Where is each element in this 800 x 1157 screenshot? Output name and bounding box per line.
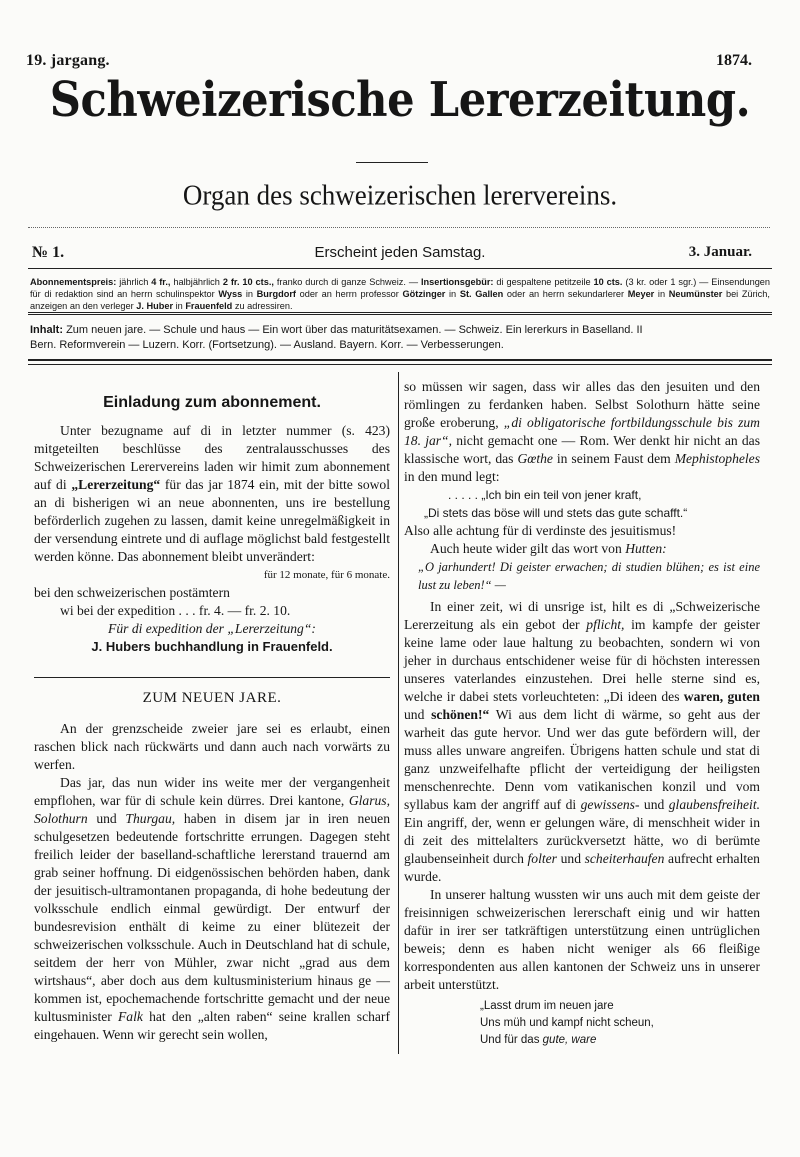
subscription-terms: für 12 monate, für 6 monate. bbox=[263, 569, 390, 581]
publication-frequency: Erscheint jeden Samstag. bbox=[314, 244, 486, 261]
title-rule bbox=[356, 162, 428, 163]
column-rule bbox=[398, 372, 399, 1054]
publisher-signature: J. Hubers buchhandlung in Frauenfeld. bbox=[91, 639, 333, 654]
subscription-article: Unter bezugname auf di in letzter nummer (s. 423) mitgeteilten beschlüsse des zentralausschusses des Schweizerischen Lerervereins laden wir himit zum abonnement auf di „Lererzeitung“ für das jar 1874 ein, mit der bitte sowol an di bisherigen wi an neue abonnenten, uns ire bestellung beförderlich zugehen zu lassen, damit keine unregelmäßigkeit in der versendung eintrete und di auflage möglichst bald festgestellt werden könne. Das abonnement bleibt unverändert: für 12 monate, für 6 monate. bei den schweizerischen postämtern wi bei der expedition . . . fr. 4. — fr. 2. 10. Für di expedition der „Lererzeitung“: J. Hubers buchhandlung in Frauenfeld. bbox=[34, 423, 391, 654]
closing-verse: „Lasst drum im neuen jare Uns müh und kampf nicht scheun, Und für das gute, ware bbox=[480, 1000, 654, 1046]
newspaper-subtitle: Organ des schweizerischen lerervereins. bbox=[182, 179, 618, 211]
main-article-continued: so müssen wir sagen, dass wir alles das den jesuiten und den römlingen zu ferdanken haben. Selbst Solothurn hätte seine große eroberung, „di obligatorische fortbildungsschule bis zum 18. jar“, nicht gemacht one — Rom. Wer denkt hir nicht an das klassische wort, das Gœthe in seinem Faust dem Mephistopheles in den mund legt: . . . . . „Ich bin ein teil von jener kraft, „Di stets das böse will und stets das gute schafft.“ Also alle achtung für di verdinste des jesuitismus! Auch heute wider gilt das wort von Hutten: „O jarhundert! Di geister erwachen; di studien blühen; es ist eine lust zu leben!“ — In einer zeit, wi di unsrige ist, hilt es di „Schweizerische Lererzeitung als ein gebot der pflicht, im kampfe der geister keine lame oder laue haltung zu beobachten, sondern wi von jeher in durchaus entschidener weise für di höchsten interessen unseres vaterlandes einzustehen. Drei helle sterne sind es, welche ir dabei stets vorleuchteten: „Di ideen des waren, guten und schönen!“ Wi aus dem licht di wärme, so geht aus der warheit das gute hervor. Und wer das gute befördern will, der muss alles unware angreifen. Übrigens hatten schule und stat di ganz unzweifelhafte pflicht der verteidigung der heiligsten menschenrechte. Denn vom vatikanischen konzil und vom syllabus kam der angriff auf di gewissens- und glaubensfreiheit. Ein angriff, der, wenn er gelungen wäre, di menschheit wider in di zeit des mittelalters zurückversetzt hätte, wo di berümte glaubenseinheit durch folter und scheiterhaufen aufrecht erhalten wurde. In unserer haltung wussten wir uns auch mit dem geiste der freisinnigen schweizerischen lererschaft einig und wir hatten dafür in irer ser tatkräftigen unterstützung einen untrüglichen beweis; denn es haben nicht weniger als 66 fleißige korrespondenten aus allen kantonen der Schweiz uns in unserer arbeit unterstützt. „Lasst drum im neuen jare Uns müh und kampf nicht scheun, Und für das gute, ware bbox=[404, 378, 760, 1049]
contents-line-1: Zum neuen jare. — Schule und haus — Ein wort über das maturitätsexamen. — Schweiz. Ein lererkurs in Baselland. II bbox=[66, 324, 643, 336]
faust-quote-1: . . . . . „Ich bin ein teil von jener kraft, bbox=[448, 488, 642, 502]
table-of-contents bbox=[30, 323, 770, 353]
contents-line-2: Bern. Reformverein — Luzern. Korr. (Fortsetzung). — Ausland. Bayern. Korr. — Verbesserungen. bbox=[30, 339, 504, 351]
divider bbox=[28, 268, 772, 269]
main-article: An der grenzscheide zweier jare sei es erlaubt, einen raschen blick nach rückwärts und dann auch nach vorwärts zu werfen. Das jar, das nun wider ins weite mer der vergangenheit empflohen, war für di schule kein dürres. Drei kantone, Glarus, Solothurn und Thurgau, haben in disem jar in iren neuen schulgesetzen bedeutende fortschritte errungen. Dagegen steht freilich leider der baselland-schaftliche lererstand trauernd am grab seiner hoffnung. Di eidgenössischen behörden haben, dank der jesuitisch-ultramontanen propaganda, di hohe bedeutung der volksschule endlich einmal gewürdigt. Der entwurf der bundesrevision enthält di keime zu einer blütezeit der schweizerischen volksschule. Auch in Deutschland hat di schule, seitdem der herr von Mühler, zwar nicht „grad aus dem wirtshaus“, aber doch aus dem kultusministerium hinaus ge — kommen ist, epochemachende fortschritte gemacht und der neue kultusminister Falk hat den „alten raben“ seine krallen scharf eingehauen. Wenn wir gerecht sein wollen, bbox=[34, 721, 391, 1042]
double-divider bbox=[28, 312, 772, 317]
section-divider bbox=[34, 677, 390, 678]
subscription-notice: Abonnementspreis: jährlich 4 fr., halbjährlich 2 fr. 10 cts., franko durch di ganze Schweiz. — Insertionsgebür: di gespaltene petitzeile 10 cts. (3 kr. oder 1 sgr.) — Einsendungen für di redaktion sind an herrn schulinspektor Wyss in Burgdorf oder an herrn professor Götzinger in St. Gallen oder an herrn sekundarlerer Meyer in Neumünster bei Zürich, anzeigen an den verleger J. Huber in Frauenfeld zu adressiren. bbox=[30, 277, 771, 311]
subscription-heading: Einladung zum abonnement. bbox=[103, 394, 321, 411]
issue-number: № 1. bbox=[32, 244, 65, 261]
expedition-line: Für di expedition der „Lererzeitung“: bbox=[108, 621, 316, 636]
newspaper-title: Schweizerische Lererzeitung. bbox=[49, 72, 751, 128]
year-label: 1874. bbox=[716, 52, 752, 69]
issue-date: 3. Januar. bbox=[688, 244, 752, 260]
decorative-divider bbox=[28, 227, 770, 228]
divider-thick bbox=[28, 359, 772, 361]
subscription-expedition-prices: wi bei der expedition . . . fr. 4. — fr. 2. 10. bbox=[60, 603, 291, 618]
article-heading: ZUM NEUEN JARE. bbox=[142, 690, 282, 706]
divider-thin bbox=[28, 364, 772, 365]
hutten-quote: „O jarhundert! Di geister erwachen; di studien blühen; es ist eine lust zu leben!“ — bbox=[418, 560, 760, 592]
faust-quote-2: „Di stets das böse will und stets das gute schafft.“ bbox=[424, 506, 688, 520]
subscription-post: bei den schweizerischen postämtern bbox=[34, 585, 230, 600]
volume-label: 19. jargang. bbox=[26, 52, 110, 69]
contents-label: Inhalt: bbox=[30, 324, 63, 336]
